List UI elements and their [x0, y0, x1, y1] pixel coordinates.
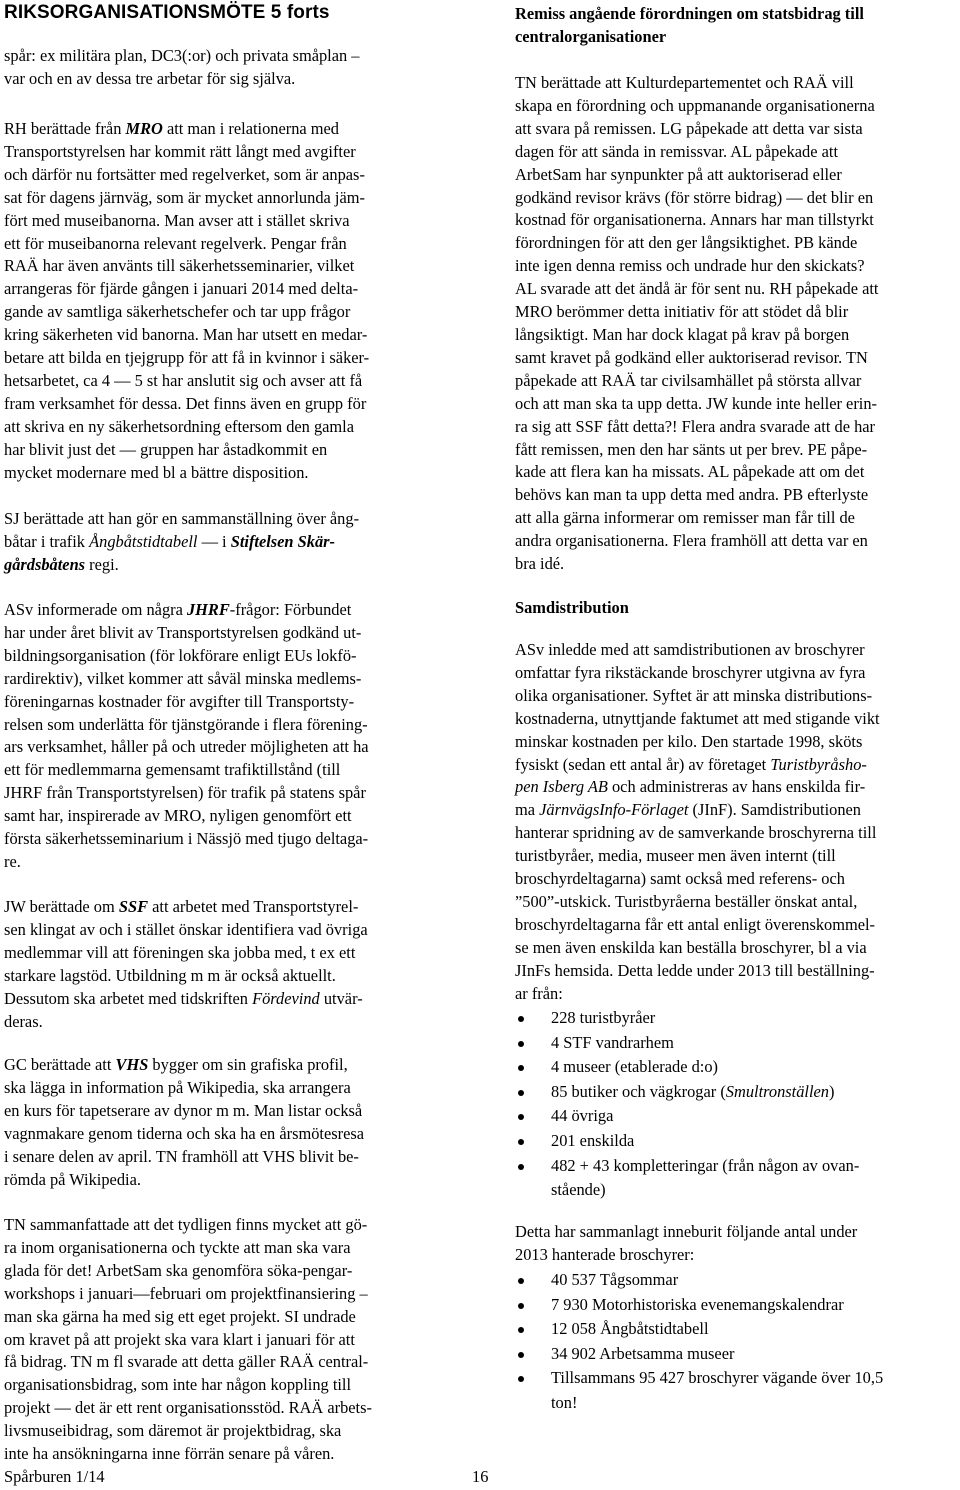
- bullet-icon: [518, 1090, 524, 1096]
- bullet-list-orders: [515, 1006, 960, 1203]
- bullet-icon: [518, 1352, 524, 1358]
- bullet-icon: [518, 1327, 524, 1333]
- bullet-icon: [518, 1376, 524, 1382]
- org-name-mro: MRO: [125, 119, 163, 138]
- list-item: 4 museer (etablerade d:o): [515, 1055, 960, 1080]
- bullet-icon: [518, 1041, 524, 1047]
- paragraph-jhrf: ASv informerade om några JHRF-frågor: Förbundet har under året blivit av Transportstyrelsen godkänd ut- bildningsorganisation (för lokförare enligt EUs lokfö- rardirektiv), vilket kommer att såväl minska medlems- föreningarnas kostnader för avgifter till Transportsty- relsen som underlätta för tjänstgörande i flera förening- ars verksamhet, håller på och utreder möjligheten att ha ett för medlemmarna gemensamt trafiktillstånd (till JHRF från Transportstyrelsen) för trafik på statens spår samt har, inspirerade av MRO, nyligen genomfört ett första säkerhetsseminarium i Nässjö med tjugo deltaga- re.: [4, 600, 369, 871]
- list-item: 44 övriga: [515, 1104, 960, 1129]
- page-title: RIKSORGANISATIONSMÖTE 5 forts: [4, 2, 330, 23]
- bullet-icon: [518, 1303, 524, 1309]
- bullet-icon: [518, 1139, 524, 1145]
- paragraph-samdistribution: ASv inledde med att samdistributionen av broschyrer omfattar fyra rikstäckande broschyrer utgivna av fyra olika organisationer. Syftet är att minska distributions- kostnaderna, utnyttjande faktumet att med stigande vikt minskar kostnaden per kilo. Den startade 1998, sköts fysiskt (sedan ett antal år) av företaget Turistbyråsho- pen Isberg AB och administreras av hans enskilda fir- ma JärnvägsInfo-Förlaget (JInF). Samdistributionen hanterar spridning av de samverkande broschyrerna till turistbyråer, media, museer men även internt (till broschyrdeltagarna) samt också med referens- och ”500”-utskick. Turistbyråerna beställer önskat antal, broschyrdeltagarna får ett antal enligt överenskommel- se men även enskilda kan beställa broschyrer, bl a via JInFs hemsida. Detta ledde under 2013 till beställning- ar från:: [515, 640, 880, 1003]
- paragraph-summary: TN sammanfattade att det tydligen finns mycket att gö- ra inom organisationerna och tyckte att man ska vara glada för det! ArbetSam ska genomföra söka-pengar- workshops i januari—februari om projektfinansiering – man ska gärna ha med sig ett eget projekt. SI undrade om kravet på att projekt ska vara klart i januari för att få bidrag. TN m fl svarade att detta gäller RAÄ central- organisationsbidrag, som inte har någon koppling till projekt — det är ett rent organisationsstöd. RAÄ arbets- livsmuseibidrag, som däremot är projektbidrag, ska inte ha ansökningarna inne förrän senare på våren.: [4, 1215, 372, 1464]
- list-item: 228 turistbyråer: [515, 1006, 960, 1031]
- section-heading-remiss: Remiss angående förordningen om statsbidrag till centralorganisationer: [515, 4, 864, 46]
- list-item: 7 930 Motorhistoriska evenemangskalendrar: [515, 1293, 960, 1318]
- org-name-ssf: SSF: [118, 897, 149, 916]
- footer-publication: Spårburen 1/14: [4, 1467, 105, 1486]
- list-item: 85 butiker och vägkrogar (Smultronställen): [515, 1080, 960, 1105]
- list-item: Tillsammans 95 427 broschyrer vägande över 10,5 ton!: [515, 1366, 960, 1415]
- list-item: 34 902 Arbetsamma museer: [515, 1342, 960, 1367]
- paragraph-totals-intro: Detta har sammanlagt inneburit följande antal under 2013 hanterade broschyrer:: [515, 1222, 858, 1264]
- bullet-list-brochures: [515, 1268, 960, 1416]
- list-item: 201 enskilda: [515, 1129, 960, 1154]
- list-item: 4 STF vandrarhem: [515, 1031, 960, 1056]
- bullet-icon: [518, 1114, 524, 1120]
- paragraph-mro: RH berättade från MRO att man i relationerna med Transportstyrelsen har kommit rätt långt med avgifter och därför nu fortsätter med regelverket, som är anpas- sat för dagens järnväg, som är mycket annorlunda jäm- fört med museibanorna. Man avser att i stället skriva ett för museibanorna relevant regelverk. Pengar från RAÄ har även använts till säkerhetsseminarier, vilket arrangeras för fjärde gången i januari 2014 med delta- gande av samtliga säkerhetschefer och tar upp frågor kring säkerheten vid banorna. Man har utsett en medar- betare att bilda en tjejgrupp för att få in kvinnor i säker- hetsarbetet, ca 4 — 5 st har anslutit sig och avser att få fram verksamhet för dessa. Det finns även en grupp för att skriva en ny säkerhetsordning eftersom den gamla har blivit just det — gruppen har åstadkommit en mycket modernare med bl a bättre disposition.: [4, 119, 370, 482]
- list-item: 40 537 Tågsommar: [515, 1268, 960, 1293]
- bullet-icon: [518, 1164, 524, 1170]
- paragraph-remiss: TN berättade att Kulturdepartementet och RAÄ vill skapa en förordning och uppmanande organisationerna att svara på remissen. LG påpekade att detta var sista dagen för att sända in remissvar. AL påpekade att ArbetSam har synpunkter på att auktoriserad eller godkänd revisor krävs (för större bidrag) — det blir en kostnad för organisationerna. Annars har man tillstyrkt förordningen för att den ger långsiktighet. PB kände inte igen denna remiss och undrade hur den skickats? AL svarade att det ändå är för sent nu. RH påpekade att MRO berömmer detta initiativ för att stödet då blir långsiktigt. Man har dock klagat på krav på borgen samt kravet på godkänd eller auktoriserad revisor. TN påpekade att RAÄ tar civilsamhället på största allvar och att man ska ta upp detta. JW kunde inte heller erin- ra sig att SSF fått detta?! Flera andra svarade att de har fått remissen, men den har sänts ut per brev. PE påpe- kade att flera kan ha missats. AL påpekade att om det behövs kan man ta upp detta med andra. PB efterlyste att alla gärna informerar om remisser man får till de andra organisationerna. Flera framhöll att detta var en bra idé.: [515, 73, 879, 574]
- section-heading-samdistribution: Samdistribution: [515, 598, 629, 617]
- bullet-icon: [518, 1065, 524, 1071]
- paragraph-vhs: GC berättade att VHS bygger om sin grafiska profil, ska lägga in information på Wikipedia, ska arrangera en kurs för tapetserare av dynor m m. Man listar också vagnmakare genom tiderna och ska ha en årsmötesresa i senare delen av april. TN framhöll att VHS blivit be- römda på Wikipedia.: [4, 1055, 364, 1189]
- paragraph-sj: SJ berättade att han gör en sammanställning över ång- båtar i trafik Ångbåtstidtabell — i Stiftelsen Skär- gårdsbåtens regi.: [4, 509, 360, 574]
- paragraph-ssf: JW berättade om SSF att arbetet med Transportstyrel- sen klingat av och i stället önskar identifiera vad övriga medlemmar vill att föreningen ska jobba med, t ex ett starkare lagstöd. Utbildning m m är också aktuellt. Dessutom ska arbetet med tidskriften Fördevind utvär- deras.: [4, 897, 368, 1031]
- page-number: 16: [472, 1467, 489, 1486]
- bullet-icon: [518, 1278, 524, 1284]
- list-item: 12 058 Ångbåtstidtabell: [515, 1317, 960, 1342]
- paragraph-continuation: spår: ex militära plan, DC3(:or) och privata småplan – var och en av dessa tre arbetar för sig själva.: [4, 46, 360, 88]
- list-item: 482 + 43 kompletteringar (från någon av ovan- stående): [515, 1154, 960, 1203]
- bullet-icon: [518, 1016, 524, 1022]
- org-name-vhs: VHS: [115, 1055, 149, 1074]
- org-name-jhrf: JHRF: [186, 600, 230, 619]
